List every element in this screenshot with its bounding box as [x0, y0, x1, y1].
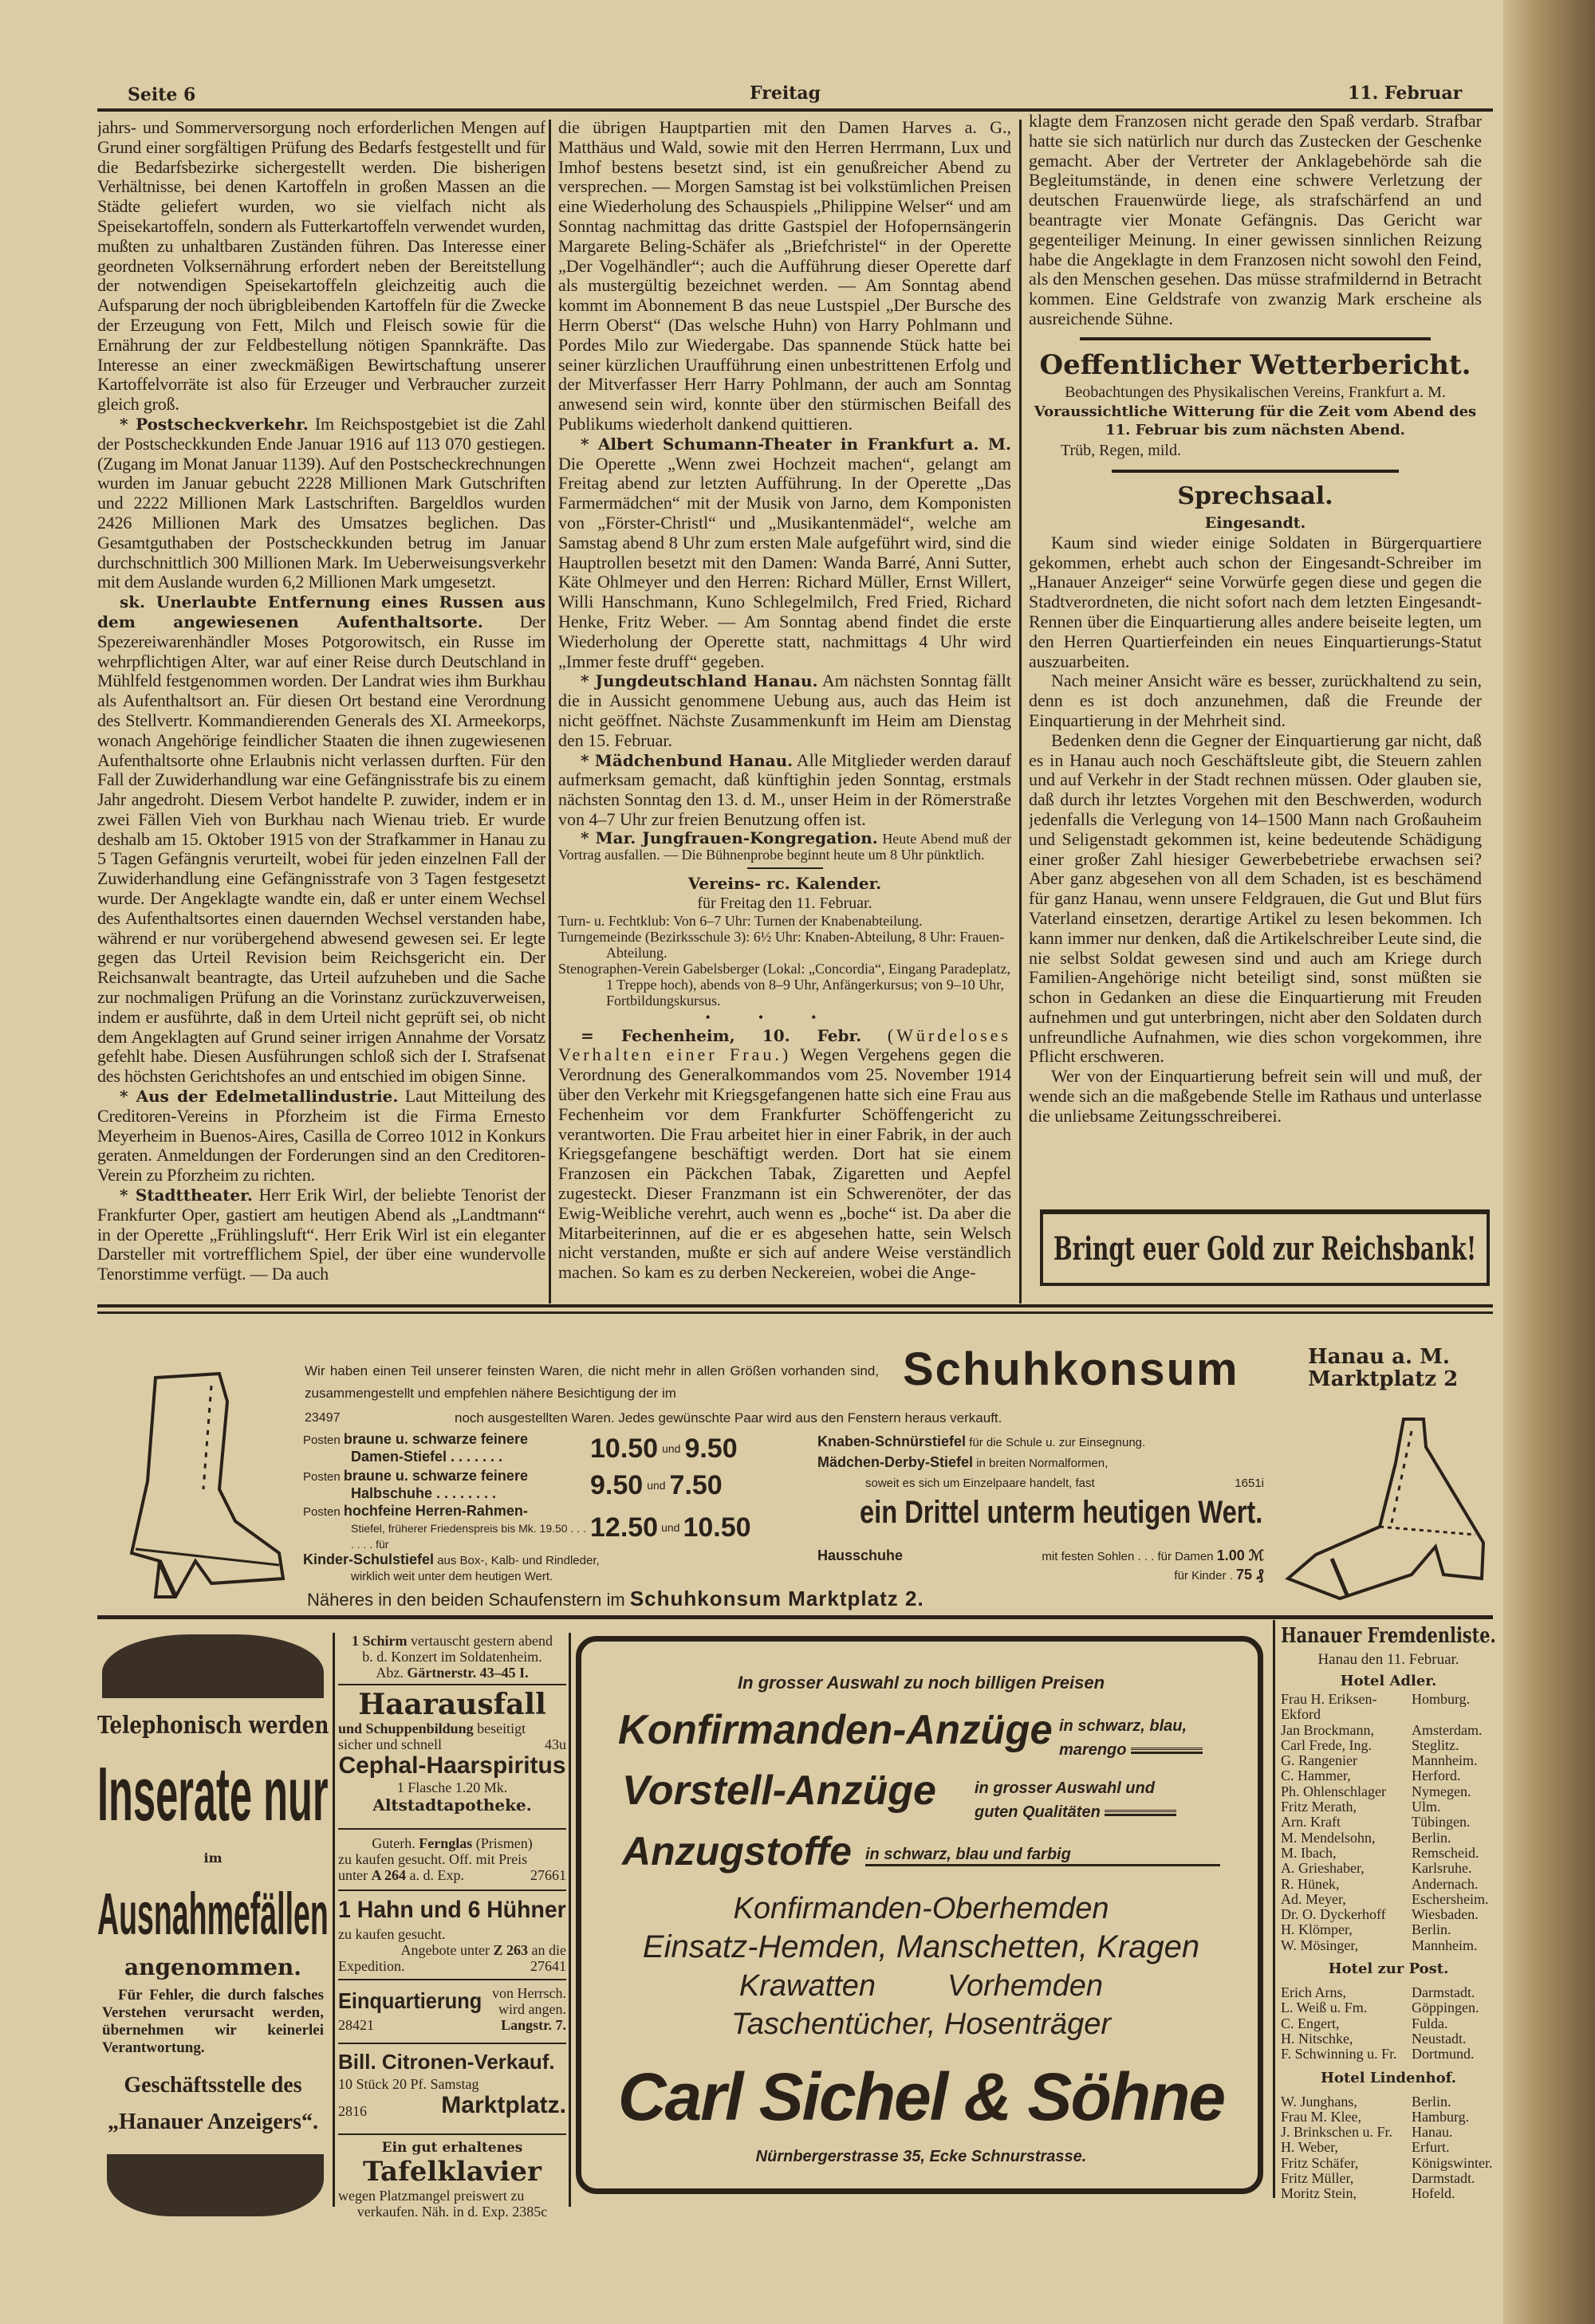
guest-origin: Berlin.	[1412, 2093, 1451, 2110]
article-fechenheim: = Fechenheim, 10. Febr. (Würdeloses Verhalten einer Frau.) Wegen Vergehens gegen die Verordnung des Generalkommandos vom 25. November 1914 über den Verkehr mit Kriegsgefangenen hatte sich eine Frau aus Fechenheim vor dem Frankfurter Schöffengericht zu verantworten. Die Frau arbeitet hier in einer Fabrik, in der auch Kriegsgefangene beschäftigt werden. Dort hat sie einem Franzosen ein Päckchen Tabak, Zigaretten und Aepfel zugesteckt. Dieser Franzmann ist ein Schwerenöter, der das Ewig-Weibliche verehrt, auch wenn es „boche“ ist. Da aber die Mitarbeiterinnen, auf die er es abgesehen hatte, sein Welsch nicht verstanden, mußte er sich auf andere Weise verständlich machen. So kam es zu derben Neckereien, wobei die Ange-	[558, 1024, 1011, 1283]
guest-origin: Hamburg.	[1412, 2108, 1470, 2125]
rule	[1112, 470, 1399, 473]
left-ad-line-6: Geschäftsstelle des	[124, 2073, 302, 2098]
guest-row	[1281, 1907, 1496, 1922]
guest-origin: Karlsruhe.	[1412, 1860, 1472, 1877]
left-ad-line-7: „Hanauer Anzeigers“.	[108, 2110, 318, 2134]
guest-row	[1281, 1830, 1496, 1846]
guest-name: R. Hünek,	[1281, 1875, 1340, 1892]
column-divider	[333, 1633, 335, 2207]
guest-name: Frau M. Klee,	[1281, 2108, 1361, 2125]
left-ad-line-4: Ausnahmefällen	[97, 1881, 329, 1947]
article-maedchenbund: * Mädchenbund Hanau. Alle Mitglieder werden darauf aufmerksam gemacht, daß künftighin jeden Sonntag, erstmals nächsten Sonntag den 13. d. M., unser Heim in der Römerstraße von 4–7 Uhr zur freien Benutzung offen ist.	[558, 749, 1011, 829]
guest-name: M. Ibach,	[1281, 1844, 1337, 1861]
column-divider	[569, 1633, 571, 2207]
guest-name: H. Weber,	[1281, 2139, 1338, 2156]
guest-origin: Mannheim.	[1412, 1752, 1478, 1769]
guest-origin: Königswinter.	[1412, 2154, 1493, 2171]
guest-row	[1281, 2156, 1496, 2171]
sichel-tagline: In grosser Auswahl zu noch billigen Preisen	[737, 1673, 1105, 1693]
guest-name: F. Schwinning u. Fr.	[1281, 2046, 1397, 2063]
guest-name: Ph. Ohlenschlager	[1281, 1783, 1386, 1799]
ad-fernglas: Guterh. Fernglas (Prismen) zu kaufen gesucht. Off. mit Preis unter A 264 a. d. Exp. 27661	[338, 1835, 566, 1883]
schuh-price-list	[303, 1430, 766, 1585]
guest-origin: Berlin.	[1412, 1921, 1451, 1938]
guest-name: Ad. Meyer,	[1281, 1890, 1346, 1907]
guest-name: H. Klömper,	[1281, 1921, 1353, 1938]
sichel-vorstell: Vorstell-Anzüge	[622, 1768, 936, 1814]
guest-origin: Neustadt.	[1412, 2030, 1467, 2047]
column-3	[1029, 112, 1482, 1202]
guest-name: Frau H. Eriksen-Ekford	[1281, 1691, 1377, 1723]
guest-row	[1281, 1738, 1496, 1753]
price-row: Posten braune u. schwarze feinere Damen-Stiefel . . . . . . . 10.50 und 9.50	[303, 1431, 738, 1465]
left-ad-line-5: angenommen.	[124, 1954, 302, 1980]
guest-origin: Homburg.	[1412, 1691, 1471, 1707]
calendar-title: Vereins- rc. Kalender.	[687, 873, 882, 893]
calendar-list	[558, 913, 1011, 1009]
guest-origin: Herford.	[1412, 1768, 1461, 1784]
weather-forecast: Trüb, Regen, mild.	[1061, 441, 1181, 459]
sichel-vorstell-note: in grosser Auswahl und guten Qualitäten	[975, 1776, 1176, 1824]
boot-illustration	[100, 1370, 291, 1609]
schuh-footer: Näheres in den beiden Schaufenstern im Schuhkonsum Marktplatz 2.	[307, 1587, 924, 1610]
guest-name: Erich Arns,	[1281, 1984, 1346, 2001]
schuh-address-block: Hanau a. M. Marktplatz 2	[1308, 1345, 1459, 1391]
schuh-brand: Schuhkonsum	[903, 1343, 1239, 1395]
guest-name: Fritz Müller,	[1281, 2170, 1354, 2187]
guest-origin: Ulm.	[1412, 1799, 1441, 1815]
guest-name: Fritz Merath,	[1281, 1799, 1357, 1815]
kinder-schulstiefel: Kinder-Schulstiefel aus Box-, Kalb- und Rindleder, wirklich weit unter dem heutigen Wert.	[303, 1551, 600, 1583]
weather-forecast-head: Voraussichtliche Witterung für die Zeit vom Abend des 11. Februar bis zum nächsten Abend.	[1034, 403, 1477, 438]
guest-origin: Tübingen.	[1412, 1814, 1471, 1830]
ad-tafelklavier: Ein gut erhaltenes Tafelklavier wegen Platzmangel preiswert zu verkaufen. Näh. in d. Exp. 2385c	[338, 2140, 548, 2220]
shoe-illustration	[1284, 1415, 1491, 1602]
guest-name: C. Engert,	[1281, 2015, 1340, 2031]
guest-origin: Göppingen.	[1412, 2000, 1479, 2016]
left-ad-line-1: Telephonisch werden	[97, 1712, 329, 1740]
guest-row	[1281, 2031, 1496, 2047]
column-2	[558, 118, 1011, 1301]
guest-row	[1281, 2094, 1496, 2110]
guest-row	[1281, 1922, 1496, 1937]
sichel-konfirmanden: Konfirmanden-Anzüge	[618, 1707, 1053, 1753]
guest-origin: Fulda.	[1412, 2015, 1448, 2031]
guest-name: J. Brinkschen u. Fr.	[1281, 2124, 1393, 2141]
article-theater-cont: die übrigen Hauptpartien mit den Damen Harves a. G., Matthäus und Wald, sowie mit den Herren Herrmann, Lux und Imhof bestens besetzt sind, ist ein genußreicher Abend zu versprechen. — Morgen Samstag ist bei volkstümlichen Preisen eine Wiederholung des Schauspiels „Philippine Welser“ und am Sonntag nachmittag das dritte Gastspiel der Hofopernsängerin Margarete Beling-Schäfer als „Briefchristel“ in der Operette „Der Vogelhändler“; auch die Aufführung dieser Operette darf als mustergültig bezeichnet werden. — Am Sonntag abend kommt im Abonnement B das neue Lustspiel „Der Bursche des Herrn Oberst“ (Das welsche Huhn) von Harry Pohlmann und Pordes Milo zur Wiedergabe. Das spannende Stück hatte bei seiner kürzlichen Uraufführung einen unbestrittenen Erfolg und der Mitverfasser Herr Harry Pohlmann, der auch am Sonntag anwesend sein wird, konnte über den stürmischen Beifall des Publikums wiederholt dankend quittieren.	[558, 118, 1011, 434]
article-russe: sk. Unerlaubte Entfernung eines Russen aus dem angewiesenen Aufenthaltsorte. Der Spezereiwarenhändler Moses Potgorowitsch, ein Russe im wehrpflichtigen Alter, war auf einer Reise durch Deutschland in Mühlfeld festgenommen worden. Der Landrat wies ihm Burkhau als Aufenthaltsort an. Für diesen Ort bestand eine Verordnung des Stellvertr. Kommandierenden Generals des XI. Armeekorps, wonach Angehörige feindlicher Staaten die ihnen zugewiesenen Aufenthaltsorte ohne Erlaubnis nicht verlassen durften. Für den Fall der Zuwiderhandlung war eine Gefängnisstrafe bis zu einem Jahr angedroht. Diesem Verbot handelte P. zuwider, indem er in zwei Fällen Vieh von Burkhau nach Wienau trieb. Er wurde deshalb am 15. Oktober 1915 von der Strafkammer in Hanau zu 5 Tagen Gefängnis verurteilt, wobei für jeden einzelnen Fall der Zuwiderhandlung eine Gefängnisstrafe von 3 Tagen festgesetzt wurde. Der Angeklagte wandte ein, daß er unter einem Wechsel des Aufenthaltsortes einen dauernden Wechsel verstanden habe, während er nur vorübergehend abwesend gewesen sei. Er legte gegen das Urteil Revision beim Reichsgericht ein. Der Reichsanwalt beantragte, das Urteil aufzuheben und die Sache zur nochmaligen Prüfung an die Vorinstanz zurückzuverweisen, indem er ausführte, daß in dem Urteil nicht geprüft sei, ob nicht dem Angeklagten auf Grund seiner irrigen Annahme der Vorsatz gefehlt habe. Diesen Ausführungen schloß sich der I. Strafsenat des höchsten Gerichtshofes an und entschied im obigen Sinne.	[97, 592, 545, 1087]
sichel-address: Nürnbergerstrasse 35, Ecke Schnurstrasse.	[755, 2148, 1087, 2165]
page-number: Seite 6	[128, 85, 196, 105]
guest-name: C. Hammer,	[1281, 1768, 1351, 1784]
article-kongregation: * Mar. Jungfrauen-Kongregation. Heute Abend muß der Vortrag ausfallen. — Die Bühnenprobe beginnt heute um 8 Uhr pünktlich.	[558, 828, 1011, 863]
guest-name: W. Junghans,	[1281, 2093, 1357, 2110]
guest-name: H. Nitschke,	[1281, 2030, 1353, 2047]
guest-origin: Berlin.	[1412, 1829, 1451, 1846]
fremdenliste	[1281, 1623, 1496, 2202]
guest-row	[1281, 2016, 1496, 2031]
schuh-right-list: Knaben-Schnürstiefel für die Schule u. zur Einsegnung. Mädchen-Derby-Stiefel in breiten Normalformen, soweit es sich um Einzelpaare handelt, fast 1651i	[817, 1433, 1264, 1490]
price-row: Posten braune u. schwarze feinere Halbschuhe . . . . . . . . 9.50 und 7.50	[303, 1468, 723, 1501]
guest-origin: Dortmund.	[1412, 2046, 1475, 2063]
calendar-subtitle: für Freitag den 11. Februar.	[697, 894, 872, 912]
hotel-list	[1281, 1671, 1496, 2202]
article-potatoes: jahrs- und Sommerversorgung noch erforderlichen Mengen auf Grund einer sorgfältigen Prüfung des Bedarfs festgestellt und für die Bedarfsbezirke sichergestellt werden. Die bisherigen Verhältnisse, bei denen Kartoffeln in großen Massen an die Städte geliefert wurden, wo sie vielfach nicht als Speisekartoffeln, sondern als Futterkartoffeln verwendet wurden, mußten zu unhaltbaren Zuständen führen. Das Interesse einer geordneten Volksernährung erfordert neben der Bereitstellung der notwendigen Speisekartoffeln gleichzeitig auch die Aufsparung der noch übrigbleibenden Kartoffeln für die Zwecke der Erzeugung von Fett, Milch und Fleisch sowie für die Ernährung der zur Feldbestellung nötigen Spannkräfte. Das Interesse an einer zweckmäßigen Bewirtschaftung unserer Kartoffelvorräte ist also für Erzeuger und Verbraucher zurzeit gleich groß.	[97, 118, 545, 415]
section-rule	[97, 1304, 1493, 1307]
weather-title: Oeffentlicher Wetterbericht.	[1039, 348, 1471, 381]
guest-origin: Erfurt.	[1412, 2139, 1450, 2156]
guest-name: Moritz Stein,	[1281, 2185, 1357, 2202]
guest-row	[1281, 1723, 1496, 1738]
guest-name: W. Mösinger,	[1281, 1937, 1359, 1953]
guest-row	[1281, 1799, 1496, 1815]
hotel-name: Hotel zur Post.	[1328, 1960, 1449, 1978]
guest-row	[1281, 2110, 1496, 2125]
weather-source: Beobachtungen des Physikalischen Vereins, Frankfurt a. M.	[1065, 383, 1446, 401]
left-ad-line-2: Inserate nur	[97, 1752, 329, 1837]
guest-origin: Darmstadt.	[1412, 2170, 1475, 2187]
hotel-name: Hotel Lindenhof.	[1320, 2069, 1457, 2086]
guest-row	[1281, 1784, 1496, 1799]
schuh-intro: Wir haben einen Teil unserer feinsten Waren, die nicht mehr in allen Größen vorhanden sind, zusammengestellt und empfehlen nähere Besichtigung der im	[305, 1363, 879, 1401]
guest-name: G. Rangenier	[1281, 1752, 1357, 1769]
guest-row	[1281, 1892, 1496, 1907]
guest-row	[1281, 1877, 1496, 1892]
sichel-anzugstoffe: Anzugstoffe	[622, 1829, 852, 1874]
guest-origin: Wiesbaden.	[1412, 1906, 1479, 1923]
guest-row	[1281, 1985, 1496, 2000]
ad-haarausfall: Haarausfall und Schuppenbildung beseitigt sicher und schnell 43u Cephal-Haarspiritus 1 Flasche 1.20 Mk. Altstadtapotheke.	[338, 1688, 566, 1815]
guest-origin: Mannheim.	[1412, 1937, 1478, 1953]
fremdenliste-title: Hanauer Fremdenliste.	[1281, 1624, 1496, 1648]
guest-origin: Eschersheim.	[1412, 1890, 1489, 1907]
fremdenliste-date: Hanau den 11. Februar.	[1317, 1651, 1459, 1668]
price-row: Posten hochfeine Herren-Rahmen- Stiefel, früherer Friedenspreis bis Mk. 19.50 . . . . . . . für 12.50 und 10.50	[303, 1503, 751, 1551]
guest-row	[1281, 1846, 1496, 1861]
guest-origin: Remscheid.	[1412, 1844, 1479, 1861]
guest-name: Arn. Kraft	[1281, 1814, 1341, 1830]
sichel-anzugstoffe-note: in schwarz, blau und farbig	[865, 1846, 1220, 1866]
ad-schirm: 1 Schirm vertauscht gestern abend b. d. Konzert im Soldatenheim. Abz. Gärtnerstr. 43–45 I.	[352, 1633, 553, 1681]
sprechsaal-subtitle: Eingesandt.	[1204, 513, 1306, 532]
sichel-konfirmanden-note: in schwarz, blau, marengo	[1059, 1714, 1203, 1762]
section-rule	[97, 1615, 1493, 1619]
hausschuhe: Hausschuhe mit festen Sohlen . . . für Damen 1.00 ℳ für Kinder . 75 ₰	[817, 1547, 1264, 1583]
column-divider	[1019, 120, 1022, 1304]
rule	[1080, 337, 1431, 340]
hotel-name: Hotel Adler.	[1340, 1673, 1437, 1689]
section-rule	[97, 1311, 1493, 1314]
guest-origin: Hofeld.	[1412, 2185, 1455, 2202]
guest-row	[1281, 2171, 1496, 2186]
article-edelmetall: * Aus der Edelmetallindustrie. Laut Mitteilung des Creditoren-Vereins in Pforzheim ist die Firma Ernesto Meyerheim in Buenos-Aires, Casilla de Correo 1012 in Konkurs geraten. Anmeldungen der Forderungen sind an den Creditoren-Verein zu Pforzheim zu richten.	[97, 1086, 545, 1186]
guest-name: Fritz Schäfer,	[1281, 2154, 1359, 2171]
article-postscheck: * Postscheckverkehr. Im Reichspostgebiet ist die Zahl der Postscheckkunden Ende Januar 1916 auf 113 070 gestiegen. (Zugang im Monat Januar 1139). Auf den Postscheckrechnungen wurden im Januar gebucht 2228 Millionen Mark Gutschriften und 2222 Millionen Mark Lastschriften. Bargeldlos wurden 2426 Millionen Mark des Umsatzes beglichen. Das Gesamtguthaben der Postscheckkunden betrug im Januar durchschnittlich 300 Millionen Mark. Im Ueberweisungsverkehr mit dem Auslande wurden 6,2 Millionen Mark umgesetzt.	[97, 413, 545, 592]
article-jungdeutschland: * Jungdeutschland Hanau. Am nächsten Sonntag fällt die in Aussicht genommene Uebung aus, auch das Heim ist nicht geöffnet. Nächste Zusammenkunft im Heim am Dienstag den 15. Februar.	[558, 670, 1011, 750]
ad-divider	[338, 1889, 566, 1891]
guest-row	[1281, 2186, 1496, 2201]
calendar-entry: Turn- u. Fechtklub: Von 6–7 Uhr: Turnen der Knabenabteilung.	[558, 912, 923, 929]
ad-divider	[338, 2133, 566, 2135]
guest-row	[1281, 1753, 1496, 1768]
weekday: Freitag	[750, 83, 821, 104]
ad-divider	[338, 1684, 566, 1685]
gold-appeal-box: Bringt euer Gold zur Reichsbank!	[1040, 1209, 1490, 1286]
guest-origin: Nymegen.	[1412, 1783, 1471, 1799]
guest-row	[1281, 2047, 1496, 2062]
guest-row	[1281, 1768, 1496, 1783]
column-divider	[549, 120, 551, 1304]
guest-row	[1281, 2000, 1496, 2015]
guest-name: L. Weiß u. Fm.	[1281, 2000, 1368, 2016]
guest-origin: Darmstadt.	[1412, 1984, 1475, 2001]
guest-row	[1281, 1692, 1496, 1723]
ad-einquartierung: Einquartierung von Herrsch. wird angen. 28421 Langstr. 7.	[338, 1985, 566, 2033]
guest-origin: Hanau.	[1412, 2124, 1453, 2141]
article-schumann: * Albert Schumann-Theater in Frankfurt a. M. Die Operette „Wenn zwei Hochzeit machen“, gelangt am Freitag abend zur letzten Aufführung. In der Operette „Das Farmermädchen“ mit der Musik von Jarno, dem Komponisten von „Förster-Christl“ und „Musikantenmädel“, welche am Samstag abend 8 Uhr zum ersten Male aufgeführt wird, sind die Hauptrollen besetzt mit den Damen: Wanda Barré, Anni Sutter, Käte Ohlmeyer und den Herren: Richard Müller, Ernst Willert, Willi Hanschmann, Kuno Schlegelmilch, Fred Fried, Richard Henke, Fritz Weber. — Am Sonntag abend findet die erste Wiederholung der Operette statt, nachmittags 4 Uhr wird „Immer feste druff“ gegeben.	[558, 434, 1011, 671]
ornament-bottom	[107, 2154, 324, 2216]
sprechsaal-letter: Kaum sind wieder einige Soldaten in Bürgerquartiere gekommen, erhebt auch schon der Eingesandt-Schreiber im „Hanauer Anzeiger“ seine Vorwürfe gegen diese und gegen die Stadtverordneten, die nicht sofort nach dem letzten Eingesandt-Rennen über die Einquartierung alles andere beiseite legten, um den Herren Quartierfeinden ein neues Einquartierungs-Statut auszuarbeiten. Nach meiner Ansicht wäre es besser, zurückhaltend zu sein, denn es ist doch anzunehmen, daß die Freunde der Einquartierung in der Mehrheit sind. Bedenken denn die Gegner der Einquartierung gar nicht, daß es in Hanau auch noch Geschäftsleute gibt, die Steuern zahlen und auf Verkehr in der Stadt rechnen müssen. Oder glauben sie, daß durch ihr letztes Vorgehen mit den Beschwerden, wodurch jedenfalls die Verlegung von 14–1500 Mann nach Großauheim und Seligenstadt gekommen ist, keine bedeutende Schädigung einer großer Zahl hiesiger Gewerbebetriebe erwachsen sei? Aber ganz abgesehen von all dem Schaden, ist es beschämend für ganz Hanau, wenn unsere Feldgrauen, die Gut und Blut fürs Vaterland einsetzen, derartige Artikel zu lesen bekommen. Ich kann immer nur denken, daß die Artikelschreiber Leute sind, die nie selbst Soldat gewesen sind und auch am Kriege durch Familien-Angehörige nicht beteiligt sind, sonst müßten sie schon in Gedanken an diese die Einquartierung mit Freuden aufnehmen und gut unterbringen, nicht aber den Soldaten durch unfreundliche Aufnahmen, wie dies schon vorgekommen, ihre Pflicht erschweren. Wer von der Einquartierung befreit sein will und muß, der wende sich an die maßgebende Stelle im Rathaus und unterlasse die unliebsame Zeitungsschreiberei.	[1029, 532, 1482, 1126]
ornament-top	[102, 1634, 324, 1698]
short-rule	[747, 867, 823, 869]
calendar-entry: Turngemeinde (Bezirksschule 3): 6½ Uhr: Knaben-Abteilung, 8 Uhr: Frauen-Abteilung.	[558, 928, 1005, 961]
column-divider	[1273, 1620, 1275, 2198]
guest-row	[1281, 2140, 1496, 2155]
article-fechenheim-cont: klagte dem Franzosen nicht gerade den Spaß verdarb. Strafbar hatte sie sich natürlich nur durch das Zustecken der Geschenke gemacht. Aber der Vertreter der Anklagebehörde sah die Begleitumstände, in denen eine schwere Verletzung der deutschen Frauenwürde liege, als strafschärfend an und beantragte vier Monate Gefängnis. Das Gericht war gegenteiliger Meinung. In einer gewissen sinnlichen Reizung habe die Angeklagte in dem Franzosen nicht sowohl den Feind, als den Menschen gesehen. Das müsse strafmildernd in Betracht kommen. Eine Geldstrafe von zwanzig Mark erscheine als ausreichende Sühne.	[1029, 112, 1482, 328]
guest-row	[1281, 1861, 1496, 1876]
guest-origin: Steglitz.	[1412, 1736, 1459, 1753]
schuh-code: 23497	[305, 1411, 341, 1425]
guest-origin: Amsterdam.	[1412, 1721, 1483, 1738]
separator-dots: •••	[705, 1009, 864, 1025]
guest-origin: Andernach.	[1412, 1875, 1479, 1892]
ad-divider	[338, 2043, 566, 2044]
issue-date: 11. Februar	[1348, 83, 1463, 104]
guest-row	[1281, 2125, 1496, 2140]
guest-row	[1281, 1938, 1496, 1953]
guest-name: M. Mendelsohn,	[1281, 1829, 1376, 1846]
left-ad-disclaimer: Für Fehler, die durch falsches Verstehen verursacht werden, übernehmen wir keinerlei Verantwortung.	[102, 1987, 324, 2056]
paper-edge	[1503, 0, 1595, 2324]
guest-name: Dr. O. Dyckerhoff	[1281, 1906, 1386, 1923]
ad-divider	[338, 1979, 566, 1980]
schuh-drittel: ein Drittel unterm heutigen Wert.	[860, 1495, 1263, 1530]
schuh-intro-2: noch ausgestellten Waren. Jedes gewünschte Paar wird aus den Fenstern heraus verkauft.	[455, 1410, 1002, 1425]
guest-name: A. Grieshaber,	[1281, 1860, 1365, 1877]
guest-name: Jan Brockmann,	[1281, 1721, 1374, 1738]
guest-row	[1281, 1815, 1496, 1830]
ad-citronen: Bill. Citronen-Verkauf. 10 Stück 20 Pf. Samstag 2816 Marktplatz.	[338, 2050, 566, 2119]
column-1	[97, 118, 545, 1301]
sprechsaal-title: Sprechsaal.	[1177, 482, 1333, 510]
calendar-entry: Stenographen-Verein Gabelsberger (Lokal: „Concordia“, Eingang Paradeplatz, 1 Treppe hoch), abends von 8–9 Uhr, Anfängerkursus; von 9–10 Uhr, Fortbildungskursus.	[558, 960, 1010, 1009]
left-ad-line-3: im	[203, 1850, 223, 1866]
sichel-firm-name: Carl Sichel & Söhne	[617, 2059, 1225, 2134]
ad-divider	[338, 1828, 566, 1830]
ad-huehner: 1 Hahn und 6 Hühner zu kaufen gesucht. Angebote unter Z 263 an die Expedition. 27641	[338, 1897, 566, 1974]
sichel-products: Konfirmanden-Oberhemden Einsatz-Hemden, Manschetten, Kragen Krawatten Vorhemden Taschentücher, Hosenträger	[642, 1892, 1200, 2041]
guest-name: Carl Frede, Ing.	[1281, 1736, 1372, 1753]
article-stadttheater: * Stadttheater. Herr Erik Wirl, der beliebte Tenorist der Frankfurter Oper, gastiert am heutigen Abend als „Landtmann“ in der Operette „Frühlingsluft“. Herr Erik Wirl ist ein eleganter Darsteller mit vortrefflichem Spiel, der über eine wundervolle Tenorstimme verfügt. — Da auch	[97, 1185, 545, 1284]
